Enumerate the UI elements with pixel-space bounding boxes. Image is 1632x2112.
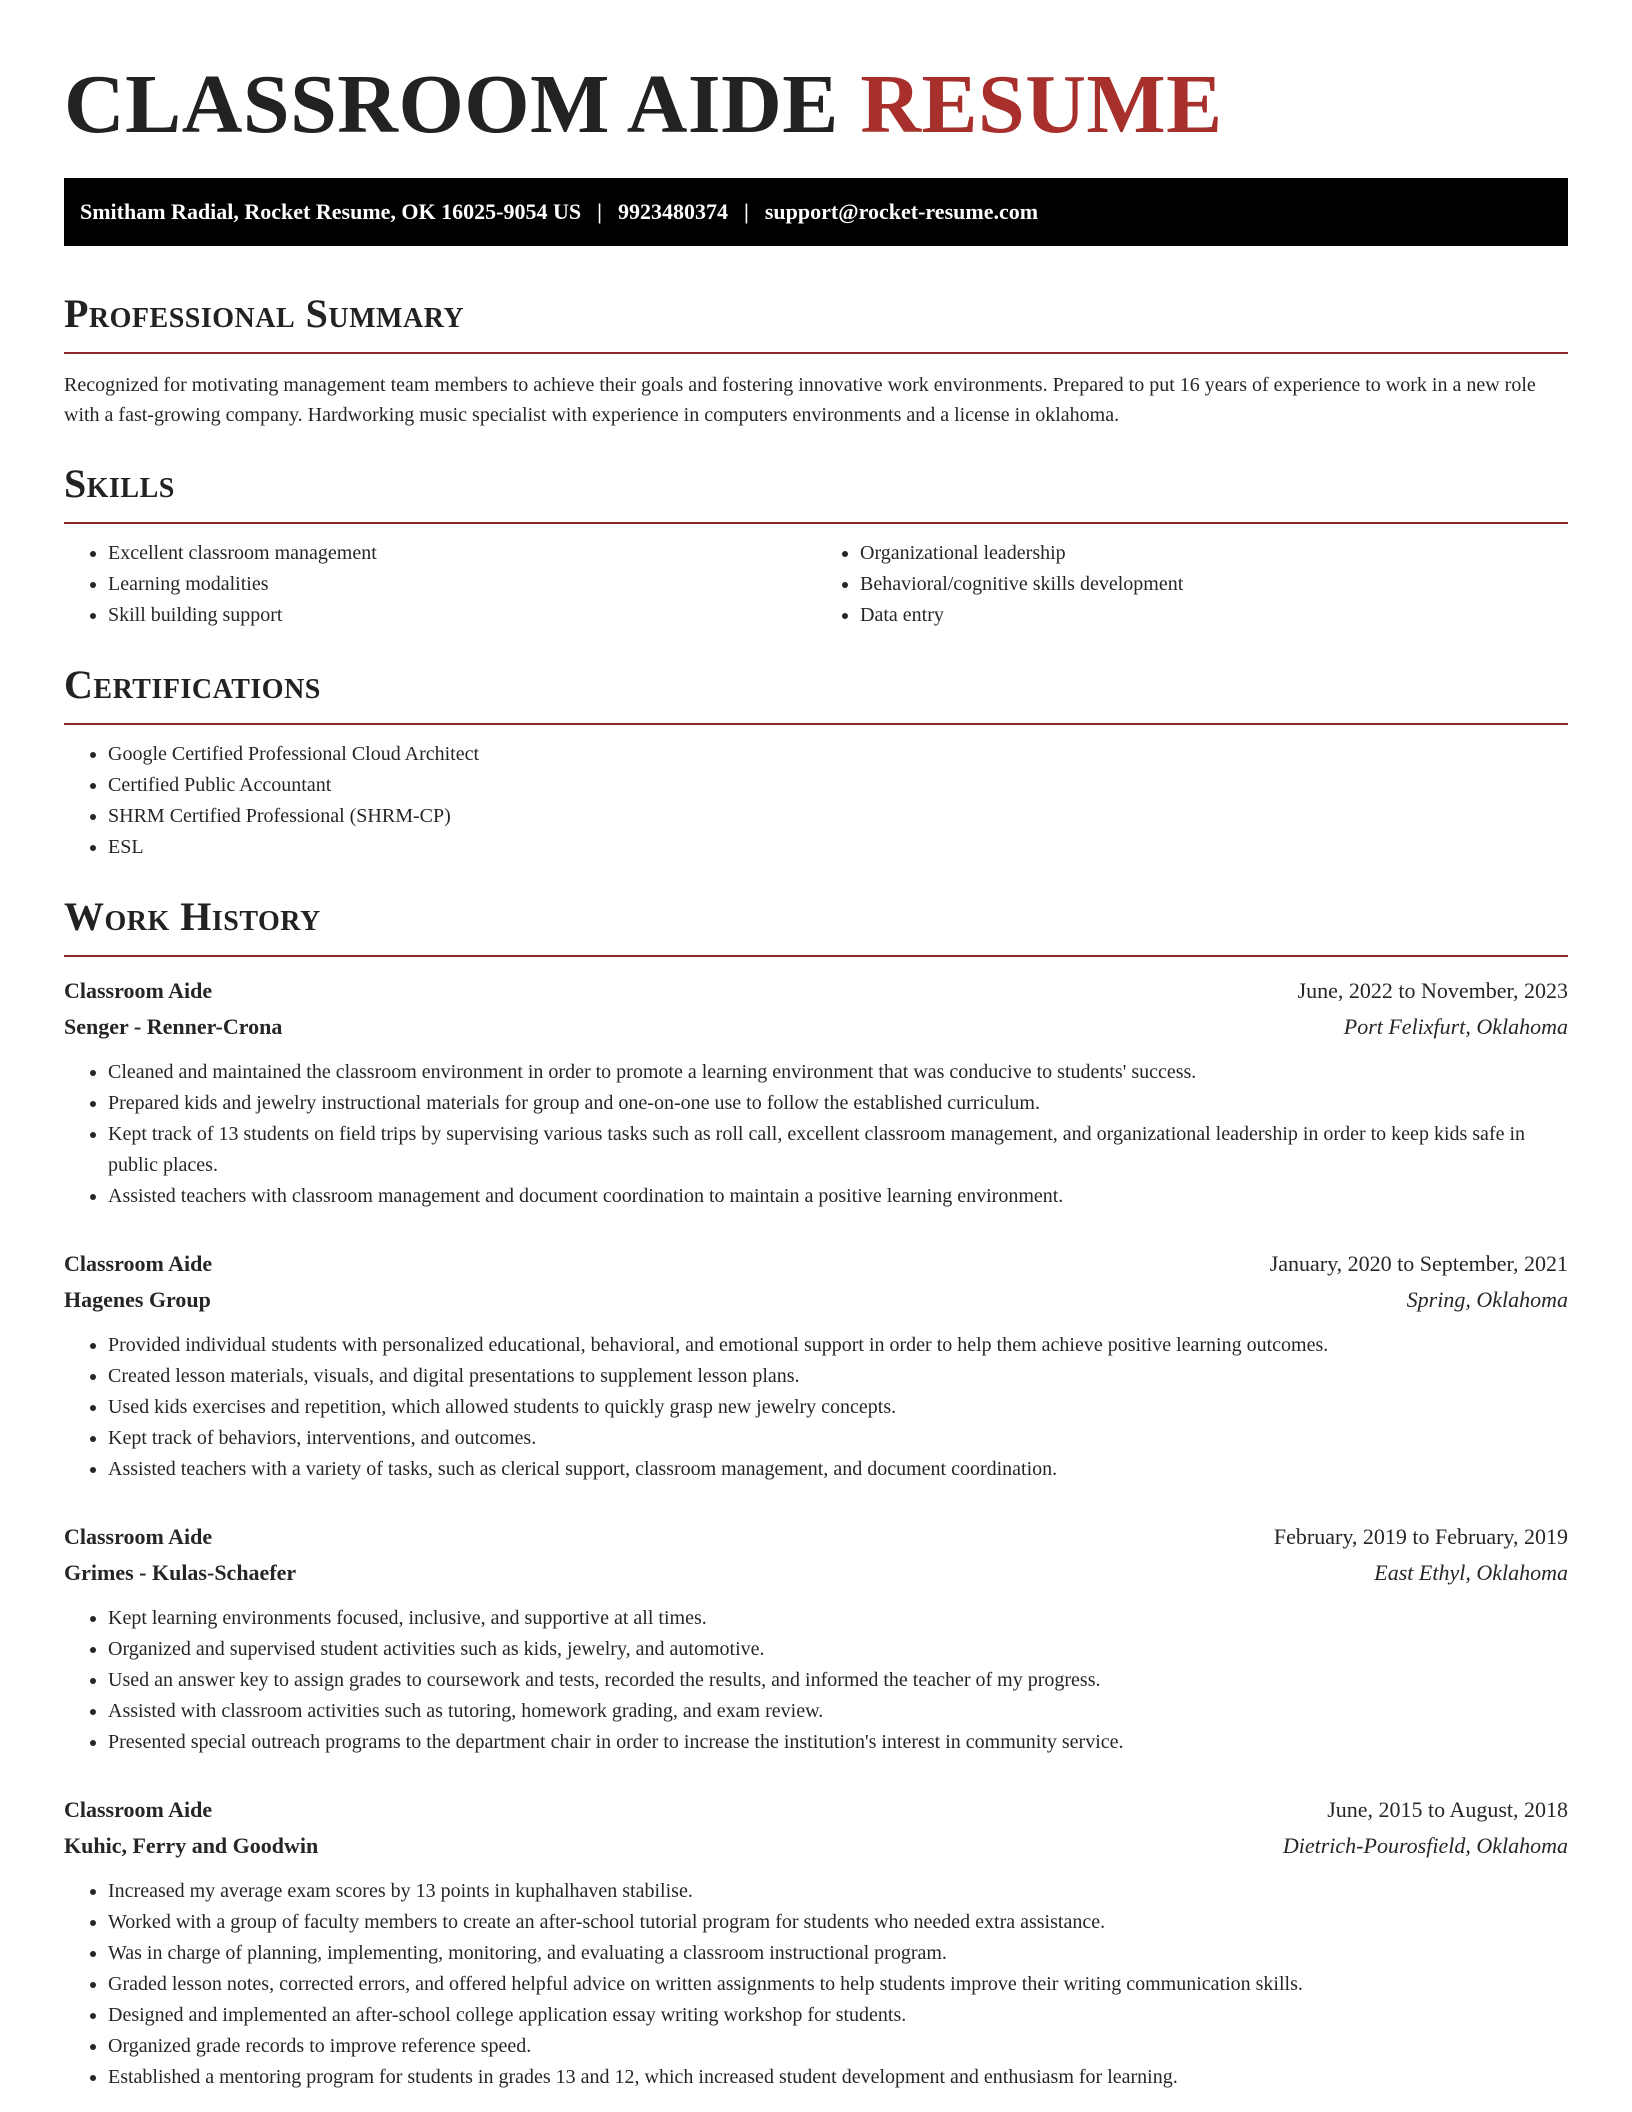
skills-section	[64, 460, 1568, 631]
job-duties-list	[64, 1330, 1568, 1485]
job-location: Port Felixfurt, Oklahoma	[1343, 1014, 1568, 1039]
job-company: Hagenes Group	[64, 1287, 211, 1312]
job-duty: • Organized grade records to improve reference speed.	[108, 2031, 1568, 2062]
certifications-section	[64, 661, 1568, 863]
contact-address: Smitham Radial, Rocket Resume, OK 16025-9054 US	[80, 199, 582, 224]
skill-item: • Data entry	[860, 600, 1568, 631]
section-divider	[64, 955, 1568, 957]
job-location: East Ethyl, Oklahoma	[1374, 1560, 1568, 1585]
job-duty: • Kept learning environments focused, inclusive, and supportive at all times.	[108, 1603, 1568, 1634]
section-divider	[64, 723, 1568, 725]
certification-item: • Certified Public Accountant	[108, 770, 1568, 801]
skill-item: • Behavioral/cognitive skills development	[860, 569, 1568, 600]
job-dates: June, 2015 to August, 2018	[1327, 1797, 1568, 1822]
job-employer-row	[64, 1828, 1568, 1864]
job-title: Classroom Aide	[64, 978, 213, 1003]
job-duty: • Used an answer key to assign grades to coursework and tests, recorded the results, and informed the teacher of my progress.	[108, 1665, 1568, 1696]
job-duty: • Designed and implemented an after-school college application essay writing workshop for students.	[108, 2000, 1568, 2031]
job-entry	[64, 1792, 1568, 2093]
job-location: Dietrich-Pourosfield, Oklahoma	[1282, 1833, 1568, 1858]
job-company: Senger - Renner-Crona	[64, 1014, 283, 1039]
job-duty: • Used kids exercises and repetition, which allowed students to quickly grasp new jewelry concepts.	[108, 1392, 1568, 1423]
contact-separator: |	[743, 199, 749, 224]
job-entry	[64, 1519, 1568, 1758]
certification-item: • SHRM Certified Professional (SHRM-CP)	[108, 801, 1568, 832]
job-duty: • Assisted with classroom activities such as tutoring, homework grading, and exam review.	[108, 1696, 1568, 1727]
job-header-row	[64, 1792, 1568, 1828]
title-accent: RESUME	[860, 58, 1223, 151]
job-header-row	[64, 973, 1568, 1009]
section-divider	[64, 522, 1568, 524]
job-duty: • Cleaned and maintained the classroom environment in order to promote a learning environment that was conducive to students' success.	[108, 1057, 1568, 1088]
skills-grid	[64, 538, 1568, 631]
skill-item: • Learning modalities	[108, 569, 816, 600]
job-duty: • Was in charge of planning, implementing, monitoring, and evaluating a classroom instructional program.	[108, 1938, 1568, 1969]
certification-item: • Google Certified Professional Cloud Architect	[108, 739, 1568, 770]
title-main: CLASSROOM AIDE	[64, 58, 839, 151]
job-entry	[64, 973, 1568, 1212]
job-duty: • Established a mentoring program for students in grades 13 and 12, which increased student development and enthusiasm for learning.	[108, 2062, 1568, 2093]
skills-list-right	[816, 538, 1568, 631]
job-dates: February, 2019 to February, 2019	[1273, 1524, 1568, 1549]
job-company: Grimes - Kulas-Schaefer	[64, 1560, 297, 1585]
job-duty: • Assisted teachers with classroom management and document coordination to maintain a positive learning environment.	[108, 1181, 1568, 1212]
contact-email: support@rocket-resume.com	[764, 199, 1039, 224]
job-location: Spring, Oklahoma	[1406, 1287, 1568, 1312]
job-duties-list	[64, 1057, 1568, 1212]
section-divider	[64, 352, 1568, 354]
job-duty: • Provided individual students with personalized educational, behavioral, and emotional support in order to help them achieve positive learning outcomes.	[108, 1330, 1568, 1361]
skills-list-left	[64, 538, 816, 631]
job-duty: • Graded lesson notes, corrected errors, and offered helpful advice on written assignments to help students improve their writing communication skills.	[108, 1969, 1568, 2000]
summary-text: Recognized for motivating management team members to achieve their goals and fostering innovative work environments. Prepared to put 16 years of experience to work in a new role with a fast-growing company. Hardworking music specialist with experience in computers environments and a license in oklahoma.	[64, 374, 1536, 426]
resume-title	[64, 56, 1568, 154]
job-duty: • Organized and supervised student activities such as kids, jewelry, and automotive.	[108, 1634, 1568, 1665]
work-history-section	[64, 893, 1568, 2093]
section-heading: Skills	[64, 461, 175, 506]
job-header-row	[64, 1519, 1568, 1555]
job-employer-row	[64, 1282, 1568, 1318]
job-duties-list	[64, 1876, 1568, 2093]
job-duty: • Created lesson materials, visuals, and digital presentations to supplement lesson plans.	[108, 1361, 1568, 1392]
job-dates: June, 2022 to November, 2023	[1297, 978, 1568, 1003]
job-duty: • Kept track of behaviors, interventions, and outcomes.	[108, 1423, 1568, 1454]
job-title: Classroom Aide	[64, 1797, 213, 1822]
contact-bar	[64, 178, 1568, 246]
certifications-list	[64, 739, 1568, 863]
job-employer-row	[64, 1555, 1568, 1591]
job-dates: January, 2020 to September, 2021	[1269, 1251, 1568, 1276]
skill-item: • Organizational leadership	[860, 538, 1568, 569]
contact-phone: 9923480374	[617, 199, 728, 224]
job-duty: • Presented special outreach programs to the department chair in order to increase the institution's interest in community service.	[108, 1727, 1568, 1758]
skill-item: • Skill building support	[108, 600, 816, 631]
job-employer-row	[64, 1009, 1568, 1045]
certification-item: • ESL	[108, 832, 1568, 863]
job-header-row	[64, 1246, 1568, 1282]
section-heading: Work History	[64, 894, 321, 939]
job-duty: • Increased my average exam scores by 13 points in kuphalhaven stabilise.	[108, 1876, 1568, 1907]
job-duties-list	[64, 1603, 1568, 1758]
professional-summary-section	[64, 290, 1568, 430]
job-duty: • Worked with a group of faculty members to create an after-school tutorial program for students who needed extra assistance.	[108, 1907, 1568, 1938]
job-duty: • Kept track of 13 students on field trips by supervising various tasks such as roll call, excellent classroom management, and organizational leadership in order to keep kids safe in public places.	[108, 1119, 1568, 1181]
job-duty: • Prepared kids and jewelry instructional materials for group and one-on-one use to follow the established curriculum.	[108, 1088, 1568, 1119]
job-entry	[64, 1246, 1568, 1485]
section-heading: Certifications	[64, 662, 321, 707]
section-heading: Professional Summary	[64, 291, 465, 336]
skill-item: • Excellent classroom management	[108, 538, 816, 569]
job-title: Classroom Aide	[64, 1524, 213, 1549]
job-title: Classroom Aide	[64, 1251, 213, 1276]
job-company: Kuhic, Ferry and Goodwin	[64, 1833, 319, 1858]
job-duty: • Assisted teachers with a variety of tasks, such as clerical support, classroom management, and document coordination.	[108, 1454, 1568, 1485]
contact-separator: |	[597, 199, 602, 224]
